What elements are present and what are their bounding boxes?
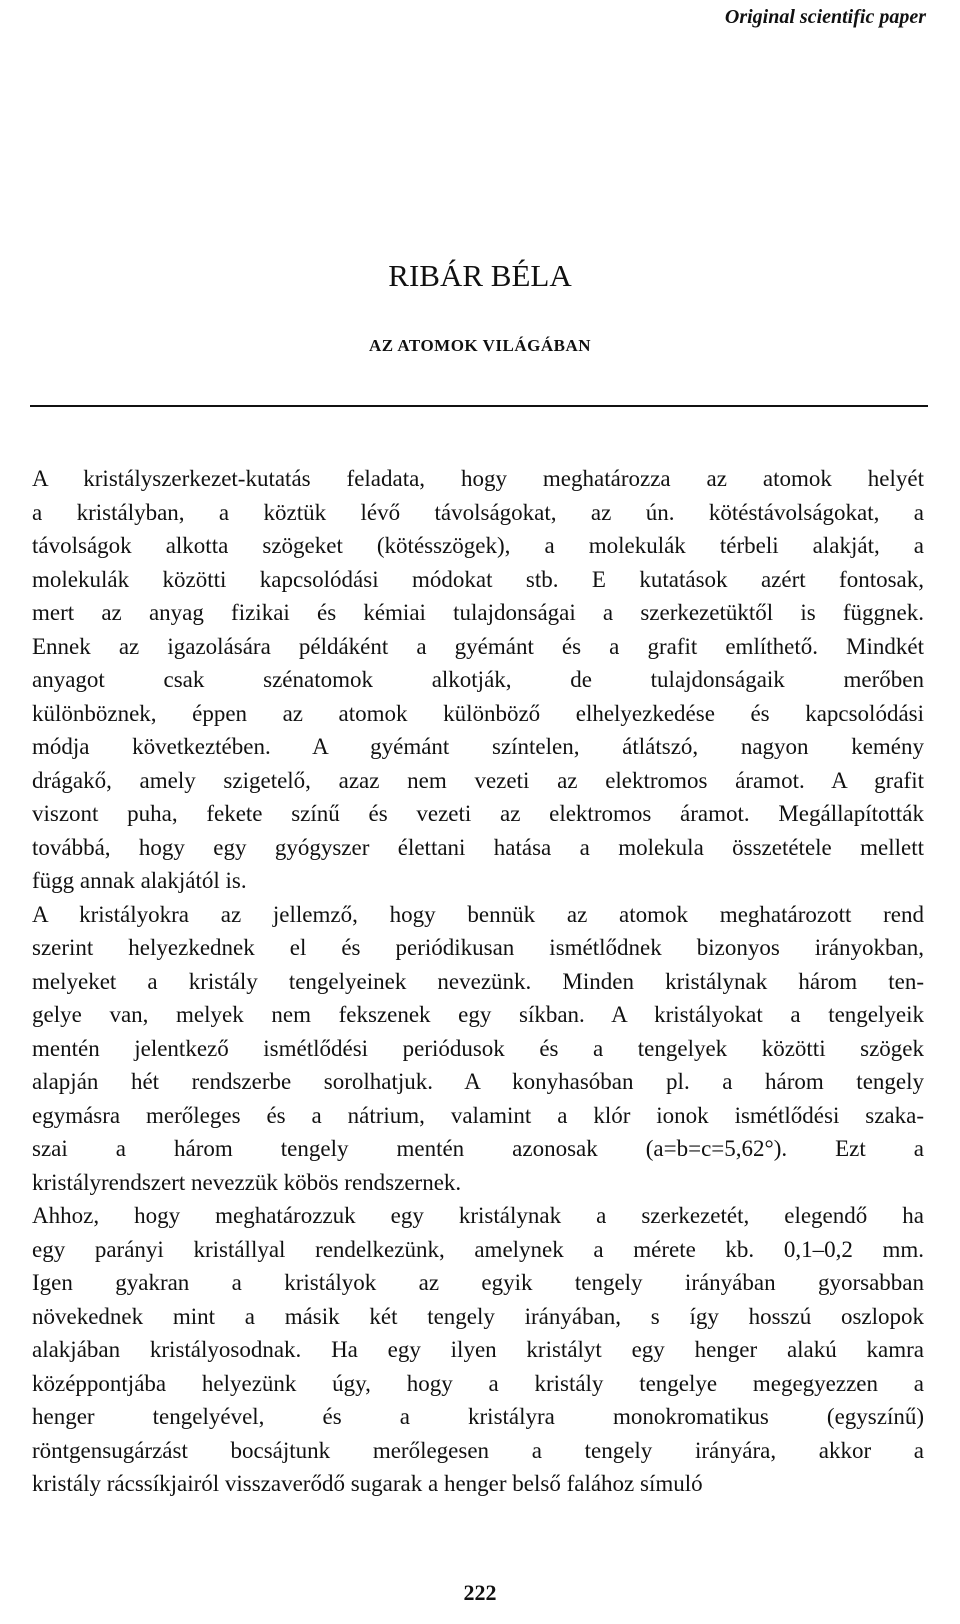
text-line: gelye van, melyek nem fekszenek egy síkban. A kristályokat a tengelyeik <box>32 1002 924 1027</box>
text-line: a kristályban, a köztük lévő távolságokat, az ún. kötéstávolságokat, a <box>32 499 924 525</box>
author-name: RIBÁR BÉLA <box>388 258 572 293</box>
text-line: röntgensugárzást bocsájtunk merőlegesen a tengely irányára, akkor a <box>32 1437 924 1463</box>
text-line: molekulák közötti kapcsolódási módokat stb. E kutatások azért fontosak, <box>32 566 924 592</box>
text-line: különböznek, éppen az atomok különböző elhelyezkedése és kapcsolódási <box>32 700 924 726</box>
text-line: szai a három tengely mentén azonosak (a=b=c=5,62°). Ezt a <box>32 1136 924 1161</box>
paper-type-label: Original scientific paper <box>724 6 926 28</box>
paper-title: AZ ATOMOK VILÁGÁBAN <box>368 336 592 355</box>
text-line: A kristályokra az jellemző, hogy bennük az atomok meghatározott rend <box>32 901 924 927</box>
text-line: kristály rácssíkjairól visszaverődő sugarak a henger belső falához símuló <box>32 1471 703 1496</box>
text-line: középpontjába helyezünk úgy, hogy a kristály tengelye megegyezzen a <box>32 1370 924 1396</box>
text-line: drágakő, amely szigetelő, azaz nem vezeti az elektromos áramot. A grafit <box>32 767 924 793</box>
text-line: melyeket a kristály tengelyeinek nevezünk. Minden kristálynak három ten- <box>32 968 924 994</box>
text-line: A kristályszerkezet-kutatás feladata, hogy meghatározza az atomok helyét <box>32 466 924 491</box>
paragraph <box>32 898 924 1200</box>
text-line: kristályrendszert nevezzük köbös rendszernek. <box>32 1169 462 1195</box>
text-line: Ahhoz, hogy meghatározzuk egy kristálynak a szerkezetét, elegendő ha <box>32 1203 924 1228</box>
text-line: szerint helyezkednek el és periódikusan ismétlődnek bizonyos irányokban, <box>32 935 924 960</box>
text-line: távolságok alkotta szögeket (kötésszögek), a molekulák térbeli alakját, a <box>32 533 924 558</box>
text-line: egy parányi kristállyal rendelkezünk, amelynek a mérete kb. 0,1–0,2 mm. <box>32 1236 924 1262</box>
text-line: viszont puha, fekete színű és vezeti az elektromos áramot. Megállapították <box>32 801 924 826</box>
text-line: függ annak alakjától is. <box>32 868 247 893</box>
text-line: anyagot csak szénatomok alkotják, de tulajdonságaik merőben <box>32 667 924 692</box>
paragraph <box>32 462 924 898</box>
text-line: egymásra merőleges és a nátrium, valamint a klór ionok ismétlődési szaka- <box>32 1102 924 1128</box>
text-line: alakjában kristályosodnak. Ha egy ilyen kristályt egy henger alakú kamra <box>32 1337 924 1362</box>
text-line: Igen gyakran a kristályok az egyik tengely irányában gyorsabban <box>32 1270 924 1295</box>
text-line: Ennek az igazolására példáként a gyémánt és a grafit említhető. Mindkét <box>32 633 924 659</box>
page-number: 222 <box>463 1580 497 1605</box>
paragraph <box>32 1199 924 1501</box>
text-line: módja következtében. A gyémánt színtelen, átlátszó, nagyon kemény <box>32 734 924 759</box>
text-line: növekednek mint a másik két tengely irányában, s így hosszú oszlopok <box>32 1303 924 1329</box>
text-line: mentén jelentkező ismétlődési periódusok és a tengelyek közötti szögek <box>32 1035 924 1061</box>
text-line: mert az anyag fizikai és kémiai tulajdonságai a szerkezetüktől is függnek. <box>32 600 924 625</box>
text-line: továbbá, hogy egy gyógyszer élettani hatása a molekula összetétele mellett <box>32 834 924 860</box>
title-divider <box>30 405 928 407</box>
text-line: henger tengelyével, és a kristályra monokromatikus (egyszínű) <box>32 1404 924 1429</box>
text-line: alapján hét rendszerbe sorolhatjuk. A konyhasóban pl. a három tengely <box>32 1069 924 1094</box>
body-text <box>32 462 924 1501</box>
